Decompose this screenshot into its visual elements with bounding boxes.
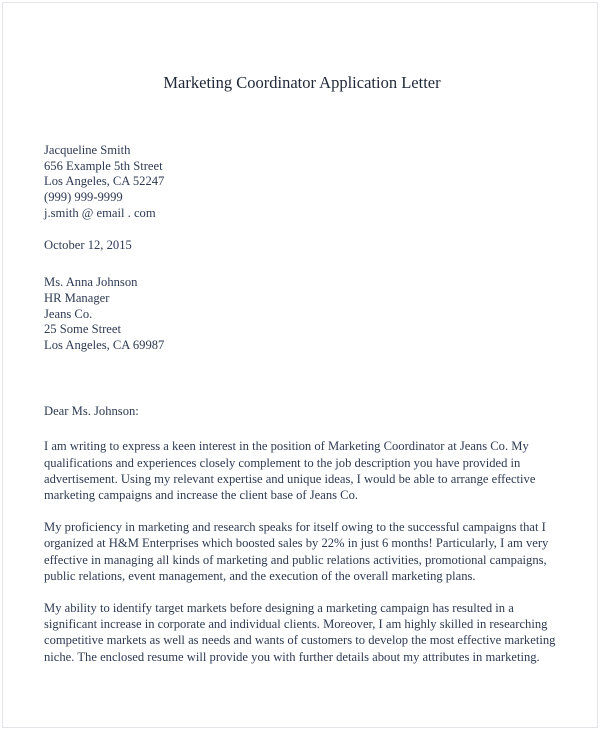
- body-paragraph-3: My ability to identify target markets before designing a marketing campaign has resulted in a significant increase in corporate and individual clients. Moreover, I am highly skilled in researching competitive markets as well as needs and wants of customers to develop the most effective marketing niche. The enclosed resume will provide you with further details about my attributes in marketing.: [44, 601, 556, 664]
- sender-city-state-zip: Los Angeles, CA 52247: [44, 174, 165, 189]
- recipient-street: 25 Some Street: [44, 322, 121, 337]
- sender-name: Jacqueline Smith: [44, 143, 131, 157]
- salutation: Dear Ms. Johnson:: [44, 403, 139, 418]
- recipient-block: [44, 275, 560, 354]
- recipient-name: Ms. Anna Johnson: [44, 275, 138, 290]
- letter-title: Marketing Coordinator Application Letter: [163, 73, 441, 92]
- sender-phone: (999) 999-9999: [44, 190, 123, 205]
- body-paragraph-1: I am writing to express a keen interest in the position of Marketing Coordinator at Jeans Co. My qualifications and experiences closely complement to the job description you have provided in advertisement. Using my relevant expertise and unique ideas, I would be able to arrange effective marketing campaigns and increase the client base of Jeans Co.: [44, 439, 536, 503]
- letter-content: [44, 0, 560, 665]
- recipient-job-title: HR Manager: [44, 290, 110, 305]
- recipient-company: Jeans Co.: [44, 306, 93, 321]
- date-line: October 12, 2015: [44, 237, 132, 252]
- sender-street: 656 Example 5th Street: [44, 158, 163, 173]
- sender-email: j.smith @ email . com: [44, 205, 156, 220]
- recipient-city-state-zip: Los Angeles, CA 69987: [44, 338, 165, 353]
- body-paragraph-2: My proficiency in marketing and research speaks for itself owing to the successful campaigns that I organized at H&M Enterprises which boosted sales by 22% in just 6 months! Particularly, I am very effective in managing all kinds of marketing and public relations activities, promotional campaigns, public relations, event management, and the execution of the overall marketing plans.: [44, 520, 549, 583]
- sender-block: [44, 143, 560, 222]
